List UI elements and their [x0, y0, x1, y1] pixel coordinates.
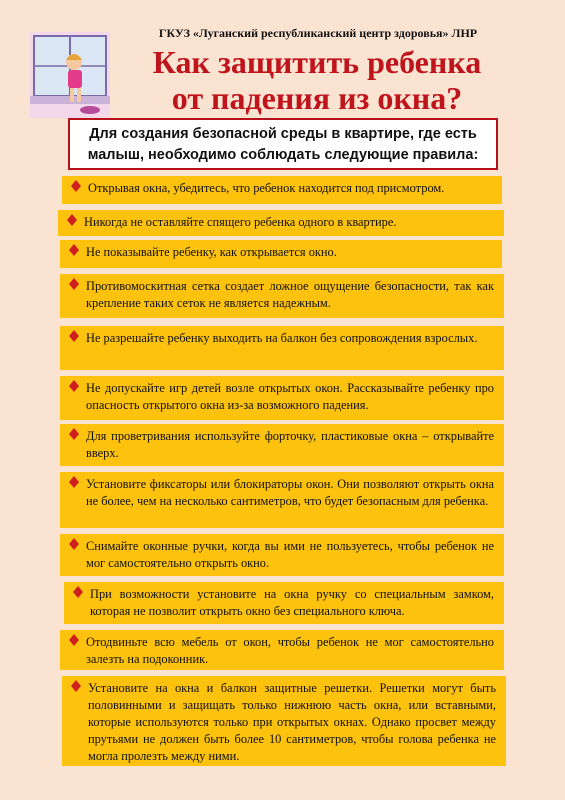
- diamond-bullet-icon: [70, 179, 82, 193]
- diamond-bullet-icon: [68, 427, 80, 441]
- rule-text: При возможности установите на окна ручку со специальным замком, которая не позволит открыть окно без специального ключа.: [90, 587, 494, 618]
- rule-text: Не разрешайте ребенку выходить на балкон без сопровождения взрослых.: [86, 331, 478, 345]
- diamond-bullet-icon: [68, 243, 80, 257]
- diamond-bullet-icon: [66, 213, 78, 227]
- title-line-1: Как защитить ребенка: [152, 44, 482, 80]
- organization-name: ГКУЗ «Луганский республиканский центр здоровья» ЛНР: [158, 26, 478, 40]
- rule-item: [60, 472, 504, 528]
- rule-text: Никогда не оставляйте спящего ребенка одного в квартире.: [84, 215, 397, 229]
- child-on-windowsill-illustration: [30, 32, 110, 118]
- rule-text: Для проветривания используйте форточку, пластиковые окна – открывайте вверх.: [86, 429, 494, 460]
- rule-item: [64, 582, 504, 624]
- rule-text: Противомоскитная сетка создает ложное ощущение безопасности, так как крепление таких сеток не является надежным.: [86, 279, 494, 310]
- rule-item: [60, 630, 504, 670]
- rule-item: [60, 274, 504, 318]
- rule-item: [62, 176, 502, 204]
- diamond-bullet-icon: [68, 537, 80, 551]
- diamond-bullet-icon: [68, 277, 80, 291]
- diamond-bullet-icon: [68, 379, 80, 393]
- diamond-bullet-icon: [68, 633, 80, 647]
- rule-item: [60, 326, 504, 370]
- rule-text: Не показывайте ребенку, как открывается окно.: [86, 245, 337, 259]
- rule-text: Отодвиньте всю мебель от окон, чтобы ребенок не мог самостоятельно залезть на подоконник.: [86, 635, 494, 666]
- rule-text: Установите фиксаторы или блокираторы окон. Они позволяют открыть окна не более, чем на несколько сантиметров, что будет безопасным для ребенка.: [86, 477, 494, 508]
- title-line-2: от падения из окна?: [171, 80, 463, 116]
- rule-text: Не допускайте игр детей возле открытых окон. Рассказывайте ребенку про опасность открытого окна из-за возможного падения.: [86, 381, 494, 412]
- rule-item: [60, 534, 504, 576]
- rule-item: [60, 376, 504, 420]
- diamond-bullet-icon: [68, 329, 80, 343]
- page-title: [112, 44, 522, 116]
- rule-item: [58, 210, 504, 236]
- rule-item: [60, 424, 504, 466]
- diamond-bullet-icon: [68, 475, 80, 489]
- intro-box: Для создания безопасной среды в квартире, где есть малыш, необходимо соблюдать следующие правила:: [68, 118, 498, 170]
- rule-text: Установите на окна и балкон защитные решетки. Решетки могут быть половинными и защищать только нижнюю часть окна, или вставными, которые используются только при открытых окнах. Однако просвет между прутьями не должен быть более 10 сантиметров, чтобы голова ребенка не могла пролезть между ними.: [88, 681, 496, 763]
- rule-item: [62, 676, 506, 766]
- diamond-bullet-icon: [72, 585, 84, 599]
- diamond-bullet-icon: [70, 679, 82, 693]
- rule-item: [60, 240, 502, 268]
- rule-text: Снимайте оконные ручки, когда вы ими не пользуетесь, чтобы ребенок не мог самостоятельно открыть окно.: [86, 539, 494, 570]
- rule-text: Открывая окна, убедитесь, что ребенок находится под присмотром.: [88, 181, 445, 195]
